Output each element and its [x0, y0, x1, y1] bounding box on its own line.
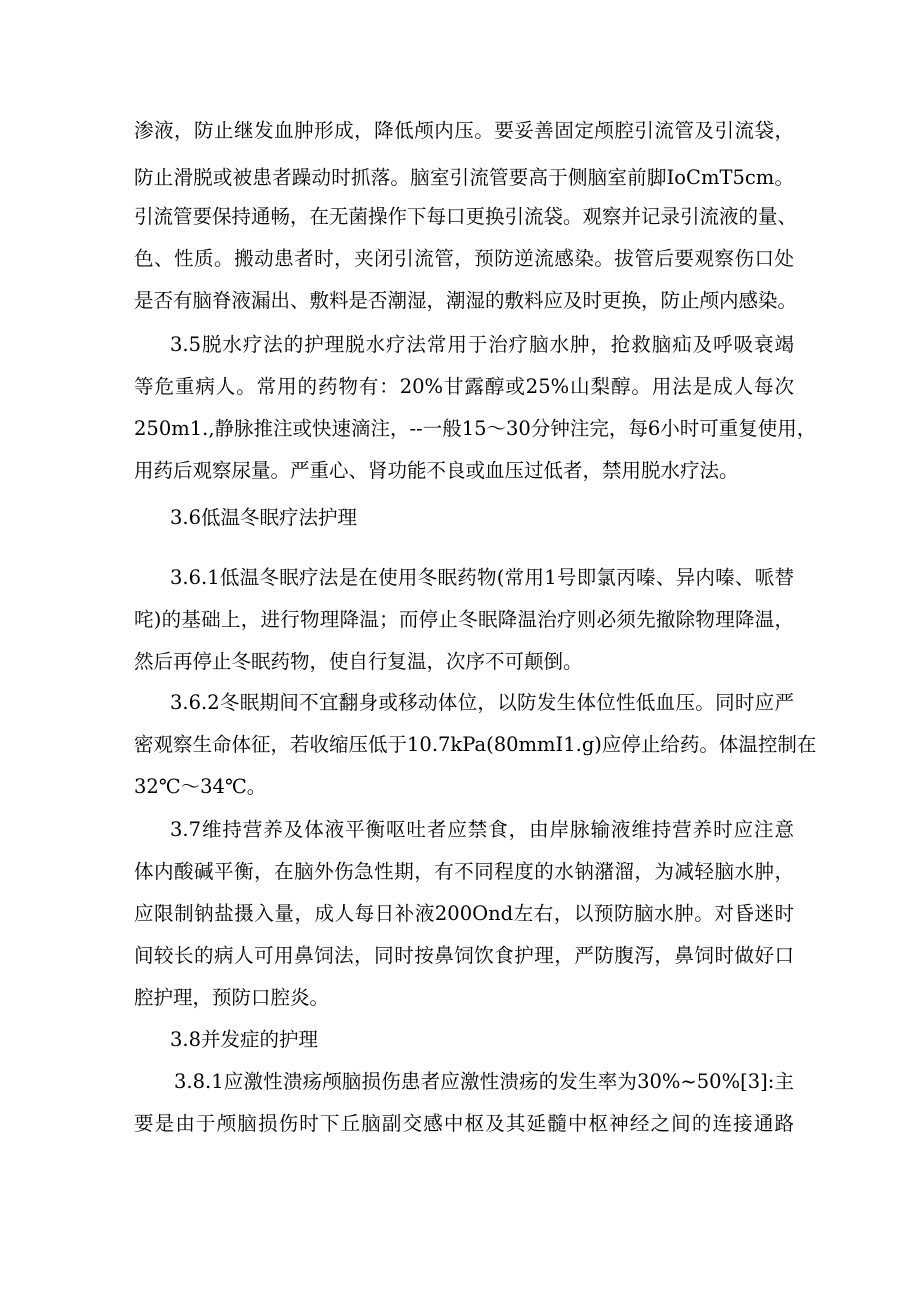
text-line: 渗液，防止继发血肿形成，降低颅内压。要妥善固定颅腔引流管及引流袋，: [134, 119, 794, 142]
text-line: 腔护理，预防口腔炎。: [134, 986, 330, 1009]
text-line: 要是由于颅脑损伤时下丘脑副交感中枢及其延髓中枢神经之间的连接通路: [134, 1112, 794, 1135]
section-heading-3-8: 3.8并发症的护理: [170, 1028, 319, 1051]
section-heading-3-6: 3.6低温冬眠疗法护理: [170, 506, 358, 529]
text-line: 间较长的病人可用鼻饲法，同时按鼻饲饮食护理，严防腹泻，鼻饲时做好口: [134, 944, 794, 967]
subsection-3-6-1: 3.6.1低温冬眠疗法是在使用冬眠药物(常用1号即氯丙嗪、异内嗪、哌替: [170, 566, 794, 589]
text-line: 咤)的基础上，进行物理降温；而停止冬眠降温治疗则必须先撤除物理降温，: [134, 608, 794, 631]
subsection-3-6-2: 3.6.2冬眠期间不宜翻身或移动体位，以防发生体位性低血压。同时应严: [170, 691, 794, 714]
text-line: 250m1.,静脉推注或快速滴注，--一般15～30分钟注完，每6小时可重复使用，: [134, 417, 817, 440]
text-line: 32℃～34℃。: [134, 775, 267, 798]
text-line: 引流管要保持通畅，在无菌操作下每口更换引流袋。观察并记录引流液的量、: [134, 205, 798, 228]
text-line: 应限制钠盐摄入量，成人每日补液200Ond左右，以预防脑水肿。对昏迷时: [134, 902, 794, 925]
text-line: 然后再停止冬眠药物，使自行复温，次序不可颠倒。: [134, 650, 583, 673]
text-line: 等危重病人。常用的药物有：20%甘露醇或25%山梨醇。用法是成人每次: [134, 375, 794, 398]
text-line: 防止滑脱或被患者躁动时抓落。脑室引流管要高于侧脑室前脚IoCmT5cm。: [134, 166, 794, 189]
text-line: 色、性质。搬动患者时，夹闭引流管，预防逆流感染。拔管后要观察伤口处: [134, 247, 794, 270]
subsection-3-8-1: 3.8.1应激性溃疡颅脑损伤患者应激性溃疡的发生率为30%~50%[3]:主: [174, 1070, 794, 1093]
text-line: 体内酸碱平衡，在脑外伤急性期，有不同程度的水钠潴溜，为减轻脑水肿，: [134, 860, 794, 883]
text-line: 用药后观察尿量。严重心、肾功能不良或血压过低者，禁用脱水疗法。: [134, 459, 739, 482]
text-line: 是否有脑脊液漏出、敷料是否潮湿，潮湿的敷料应及时更换，防止颅内感染。: [134, 289, 798, 312]
text-line: 密观察生命体征，若收缩压低于10.7kPa(80mmI1.g)应停止给药。体温控制在: [134, 733, 817, 756]
section-heading-3-7: 3.7维持营养及体液平衡呕吐者应禁食，由岸脉输液维持营养时应注意: [170, 818, 794, 841]
section-heading-3-5: 3.5脱水疗法的护理脱水疗法常用于治疗脑水肿，抢救脑疝及呼吸衰竭: [170, 333, 794, 356]
